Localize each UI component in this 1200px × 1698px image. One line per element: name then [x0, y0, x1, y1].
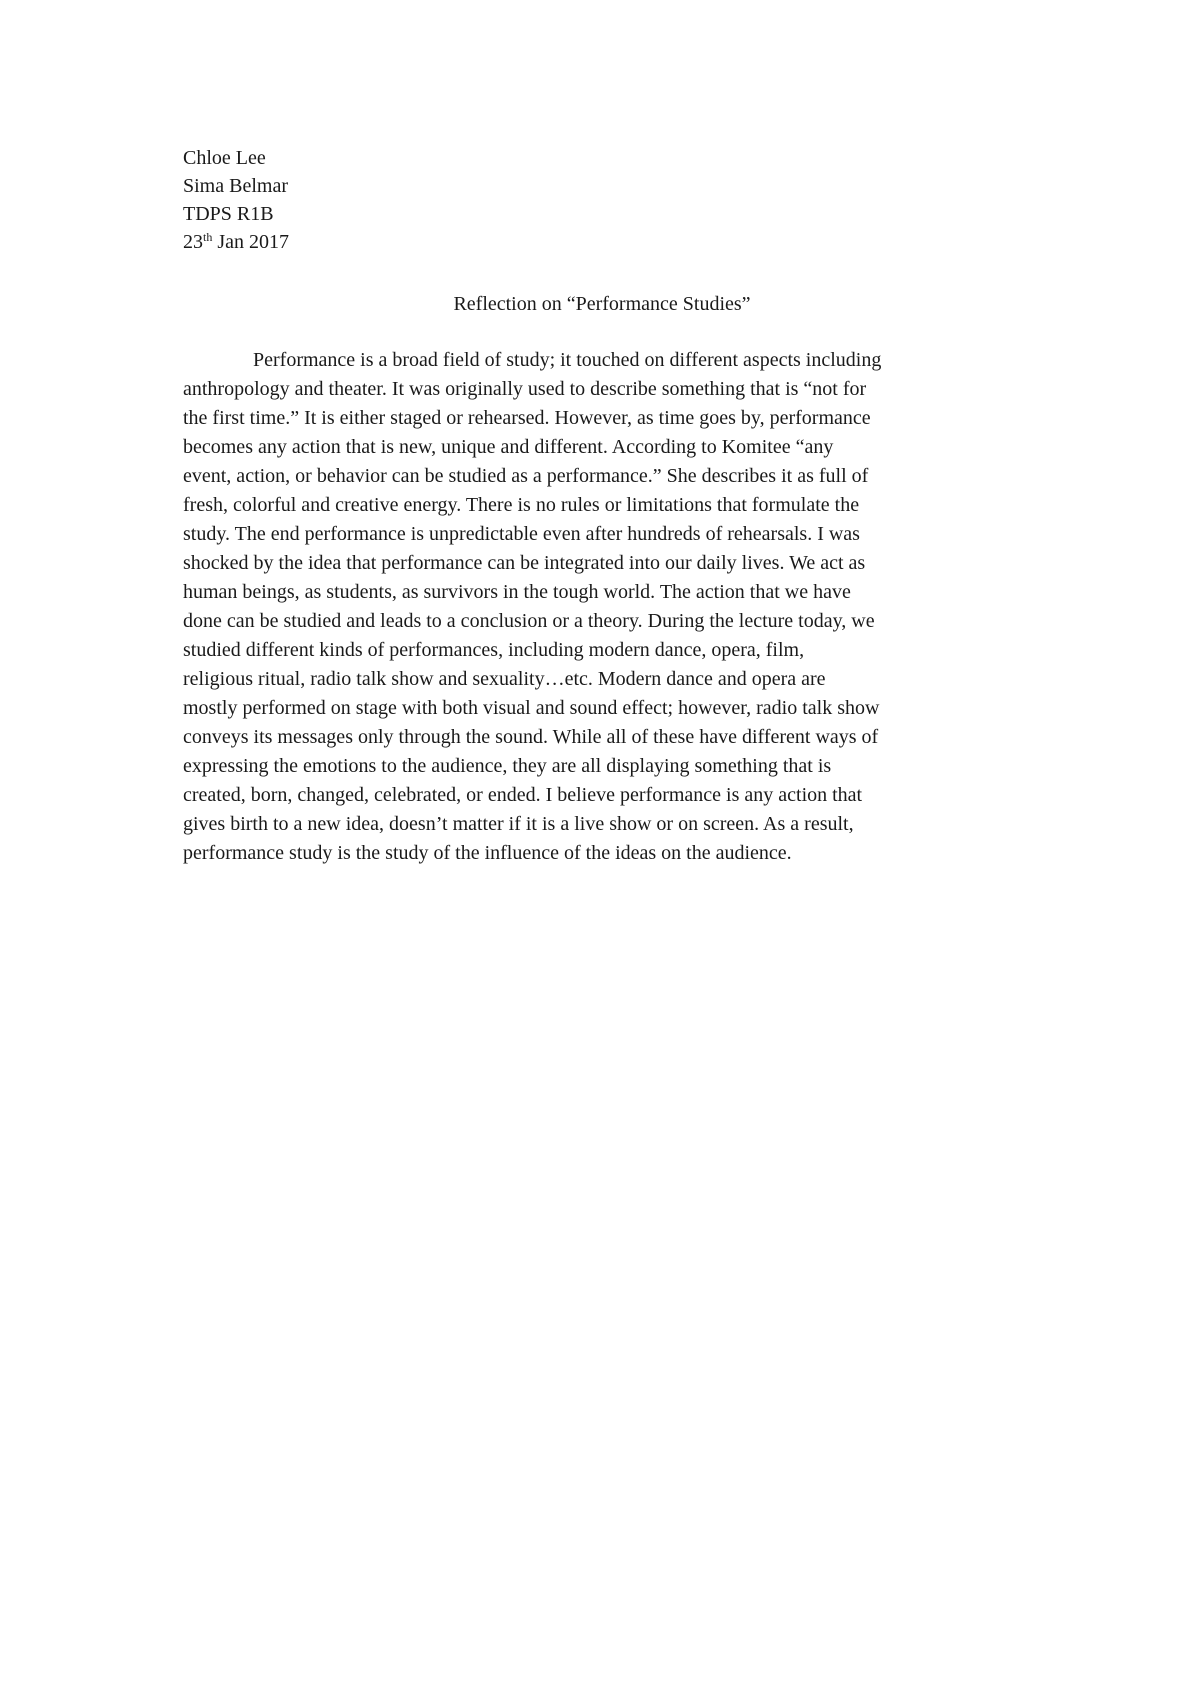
paragraph-line: Performance is a broad field of study; it touched on different aspects including [253, 349, 882, 371]
essay-paragraph [183, 346, 1043, 868]
paragraph-line: religious ritual, radio talk show and sexuality…etc. Modern dance and opera are [183, 668, 826, 690]
paragraph-line: study. The end performance is unpredictable even after hundreds of rehearsals. I was [183, 523, 860, 545]
paragraph-line: fresh, colorful and creative energy. There is no rules or limitations that formulate the [183, 494, 860, 516]
paragraph-line: done can be studied and leads to a conclusion or a theory. During the lecture today, we [183, 610, 875, 632]
document-header [183, 144, 289, 256]
paragraph-line: event, action, or behavior can be studied as a performance.” She describes it as full of [183, 465, 869, 487]
paragraph-line: shocked by the idea that performance can be integrated into our daily lives. We act as [183, 552, 866, 574]
date-suffix: th [203, 230, 213, 244]
instructor-name: Sima Belmar [183, 175, 288, 197]
course-code: TDPS R1B [183, 203, 274, 225]
paragraph-line: conveys its messages only through the sound. While all of these have different ways of [183, 726, 879, 748]
paragraph-line: created, born, changed, celebrated, or ended. I believe performance is any action that [183, 784, 863, 806]
essay-title: Reflection on “Performance Studies” [453, 293, 751, 315]
paragraph-line: mostly performed on stage with both visual and sound effect; however, radio talk show [183, 697, 880, 719]
author-name: Chloe Lee [183, 147, 266, 169]
paragraph-line: expressing the emotions to the audience, they are all displaying something that is [183, 755, 832, 777]
paragraph-line: becomes any action that is new, unique and different. According to Komitee “any [183, 436, 834, 458]
paragraph-line: gives birth to a new idea, doesn’t matter if it is a live show or on screen. As a result, [183, 813, 854, 835]
paragraph-line: performance study is the study of the influence of the ideas on the audience. [183, 842, 792, 864]
document-date [183, 228, 289, 256]
date-rest: Jan 2017 [212, 231, 290, 253]
paragraph-line: human beings, as students, as survivors in the tough world. The action that we have [183, 581, 851, 603]
date-day: 23 [183, 231, 203, 253]
paragraph-line: anthropology and theater. It was originally used to describe something that is “not for [183, 378, 867, 400]
paragraph-line: the first time.” It is either staged or rehearsed. However, as time goes by, performance [183, 407, 871, 429]
paragraph-line: studied different kinds of performances, including modern dance, opera, film, [183, 639, 805, 661]
